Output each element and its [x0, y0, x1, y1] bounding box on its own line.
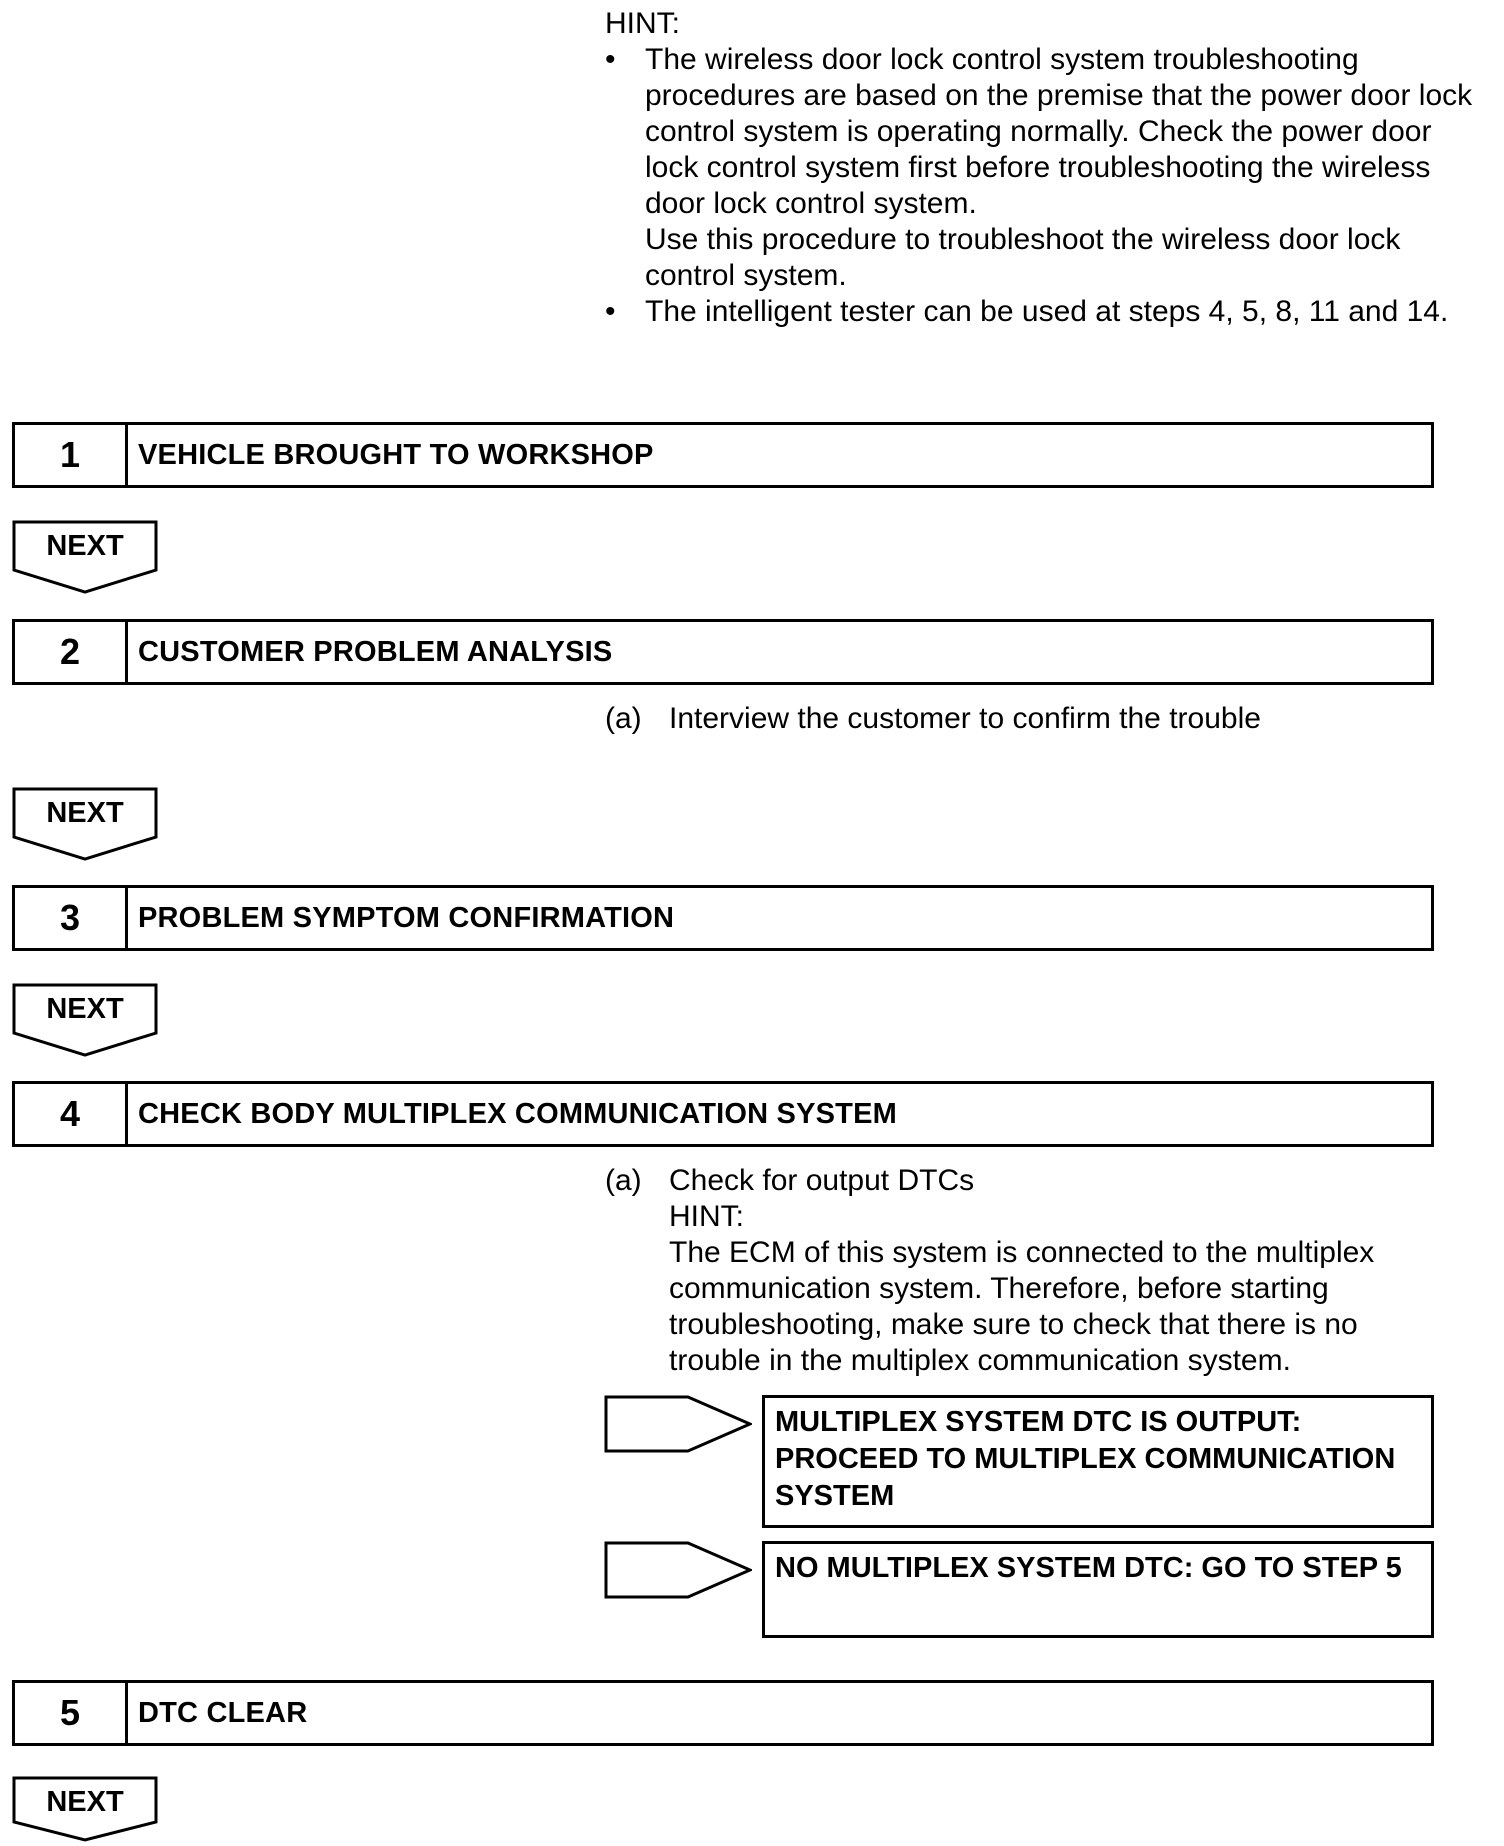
substep-hint-text: The ECM of this system is connected to the multiplex communication system. Therefore, before starting troubleshooting, make sure to check that there is no trouble in the multiplex communication system.: [669, 1236, 1375, 1377]
list-item: [605, 42, 1485, 294]
hint-bullet1-para1: The wireless door lock control system troubleshooting procedures are based on the premise that the power door lock control system is operating normally. Check the power door lock control system first before troubleshooting the wireless door lock control system.: [645, 43, 1473, 220]
substep-body: [669, 1163, 1439, 1379]
hint-bullet2: The intelligent tester can be used at steps 4, 5, 8, 11 and 14.: [645, 295, 1449, 328]
substep-label: (a): [605, 702, 642, 735]
step4-substep: [605, 1163, 1485, 1383]
result-arrow-icon: [604, 1395, 752, 1453]
step-title: PROBLEM SYMPTOM CONFIRMATION: [138, 901, 675, 934]
substep-text: Interview the customer to confirm the trouble: [669, 702, 1261, 735]
next-button[interactable]: [12, 787, 158, 861]
step-4: [12, 1081, 1434, 1147]
next-label: NEXT: [46, 1786, 124, 1818]
next-label: NEXT: [46, 993, 124, 1025]
step-2: [12, 619, 1434, 685]
next-label: NEXT: [46, 797, 124, 829]
step-5: [12, 1680, 1434, 1746]
step-1: [12, 422, 1434, 488]
list-item: [605, 294, 1485, 330]
step-number: 5: [15, 1683, 128, 1743]
result-arrow-icon: [604, 1541, 752, 1599]
next-button[interactable]: [12, 520, 158, 594]
bullet-icon: •: [605, 295, 616, 328]
step-title: VEHICLE BROUGHT TO WORKSHOP: [138, 438, 654, 471]
next-label: NEXT: [46, 530, 124, 562]
substep-label: (a): [605, 1164, 642, 1197]
result-box-dtc-output: MULTIPLEX SYSTEM DTC IS OUTPUT: PROCEED TO MULTIPLEX COMMUNICATION SYSTEM: [762, 1395, 1434, 1528]
step-number: 2: [15, 622, 128, 682]
step-number: 4: [15, 1084, 128, 1144]
hint-label: HINT:: [605, 7, 680, 40]
bullet-icon: •: [605, 43, 616, 76]
substep-hint-label: HINT:: [669, 1200, 744, 1233]
step-number: 3: [15, 888, 128, 948]
step2-substep: [605, 701, 1485, 741]
step-number: 1: [15, 425, 128, 485]
step-title: CHECK BODY MULTIPLEX COMMUNICATION SYSTEM: [138, 1097, 897, 1130]
step-title: CUSTOMER PROBLEM ANALYSIS: [138, 635, 613, 668]
substep-text: Check for output DTCs: [669, 1164, 975, 1197]
next-button[interactable]: [12, 1776, 158, 1842]
step-title: DTC CLEAR: [138, 1696, 308, 1729]
hint-block: [605, 6, 1485, 330]
hint-list: [605, 42, 1485, 330]
next-button[interactable]: [12, 983, 158, 1057]
step-3: [12, 885, 1434, 951]
hint-bullet1-para2: Use this procedure to troubleshoot the wireless door lock control system.: [645, 223, 1401, 292]
result-box-no-dtc: NO MULTIPLEX SYSTEM DTC: GO TO STEP 5: [762, 1541, 1434, 1638]
